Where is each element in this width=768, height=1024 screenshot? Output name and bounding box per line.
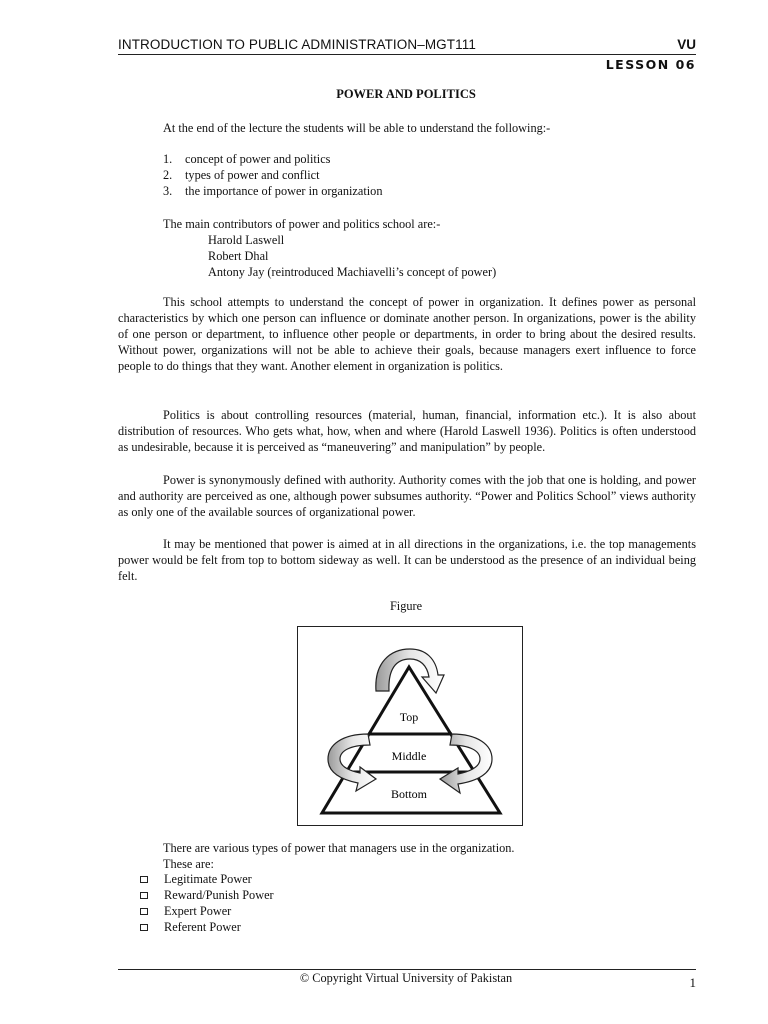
course-header: INTRODUCTION TO PUBLIC ADMINISTRATION–MGT111 [118, 37, 476, 52]
institution-header: VU [677, 37, 696, 52]
contributors-list [208, 232, 496, 280]
level-top-label: Top [399, 710, 419, 724]
power-types-list [140, 871, 274, 935]
page-title: POWER AND POLITICS [336, 87, 476, 101]
paragraph-authority: Power is synonymously defined with authority. Authority comes with the job that one is holding, and power and authority are perceived as one, although power subsumes authority. “Power and Politics School” views authority as only one of the available sources of organizational power. [118, 473, 696, 519]
list-item: Robert Dhal [208, 249, 269, 263]
intro-text: At the end of the lecture the students will be able to understand the following:- [163, 121, 551, 135]
objectives-list [163, 151, 382, 199]
paragraph-directions: It may be mentioned that power is aimed at in all directions in the organizations, i.e. the top managements power would be felt from top to bottom sideway as well. It can be understood as the presence of an individual being felt. [118, 537, 696, 583]
paragraph-power: This school attempts to understand the concept of power in organization. It defines power as personal characteristics by which one person can influence or dominate another person. In organizations, power is the ability of one person or department, to influence other people or departments, in order to bring about the desired results. Without power, organizations will not be able to achieve their goals, because managers exert influence to force people to do things that they want. Another element in organization is politics. [118, 295, 696, 373]
bullet-box-icon [140, 876, 148, 883]
paragraph-politics: Politics is about controlling resources (material, human, financial, information etc.). It is also about distribution of resources. Who gets what, how, when and where (Harold Laswell 1936). Politics is often understood as undesirable, because it is perceived as “maneuvering” and manipulation” by people. [118, 408, 696, 454]
list-item: Expert Power [140, 903, 274, 919]
list-item: Referent Power [140, 919, 274, 935]
bullet-box-icon [140, 924, 148, 931]
figure-label: Figure [389, 599, 423, 613]
list-item: Antony Jay (reintroduced Machiavelli’s concept of power) [208, 265, 497, 279]
list-item: Reward/Punish Power [140, 887, 274, 903]
list-item: Legitimate Power [140, 871, 274, 887]
footer-divider [118, 969, 696, 970]
list-item: 2. types of power and conflict [163, 168, 320, 182]
contributors-intro: The main contributors of power and politics school are:- [163, 217, 441, 231]
power-pyramid-figure [297, 626, 523, 826]
page-number: 1 [689, 975, 696, 990]
list-item: Harold Laswell [208, 233, 285, 247]
list-item: 1. concept of power and politics [163, 152, 331, 166]
level-bottom-label: Bottom [390, 787, 428, 801]
copyright-notice: © Copyright Virtual University of Pakistan [299, 971, 513, 985]
power-types-intro: There are various types of power that managers use in the organization. These are: [163, 841, 515, 871]
bullet-box-icon [140, 908, 148, 915]
pyramid-diagram [298, 627, 522, 825]
list-item: 3. the importance of power in organization [163, 184, 383, 198]
level-middle-label: Middle [391, 749, 427, 763]
bullet-box-icon [140, 892, 148, 899]
lesson-number: LESSON 06 [605, 57, 696, 72]
header-divider [118, 54, 696, 55]
